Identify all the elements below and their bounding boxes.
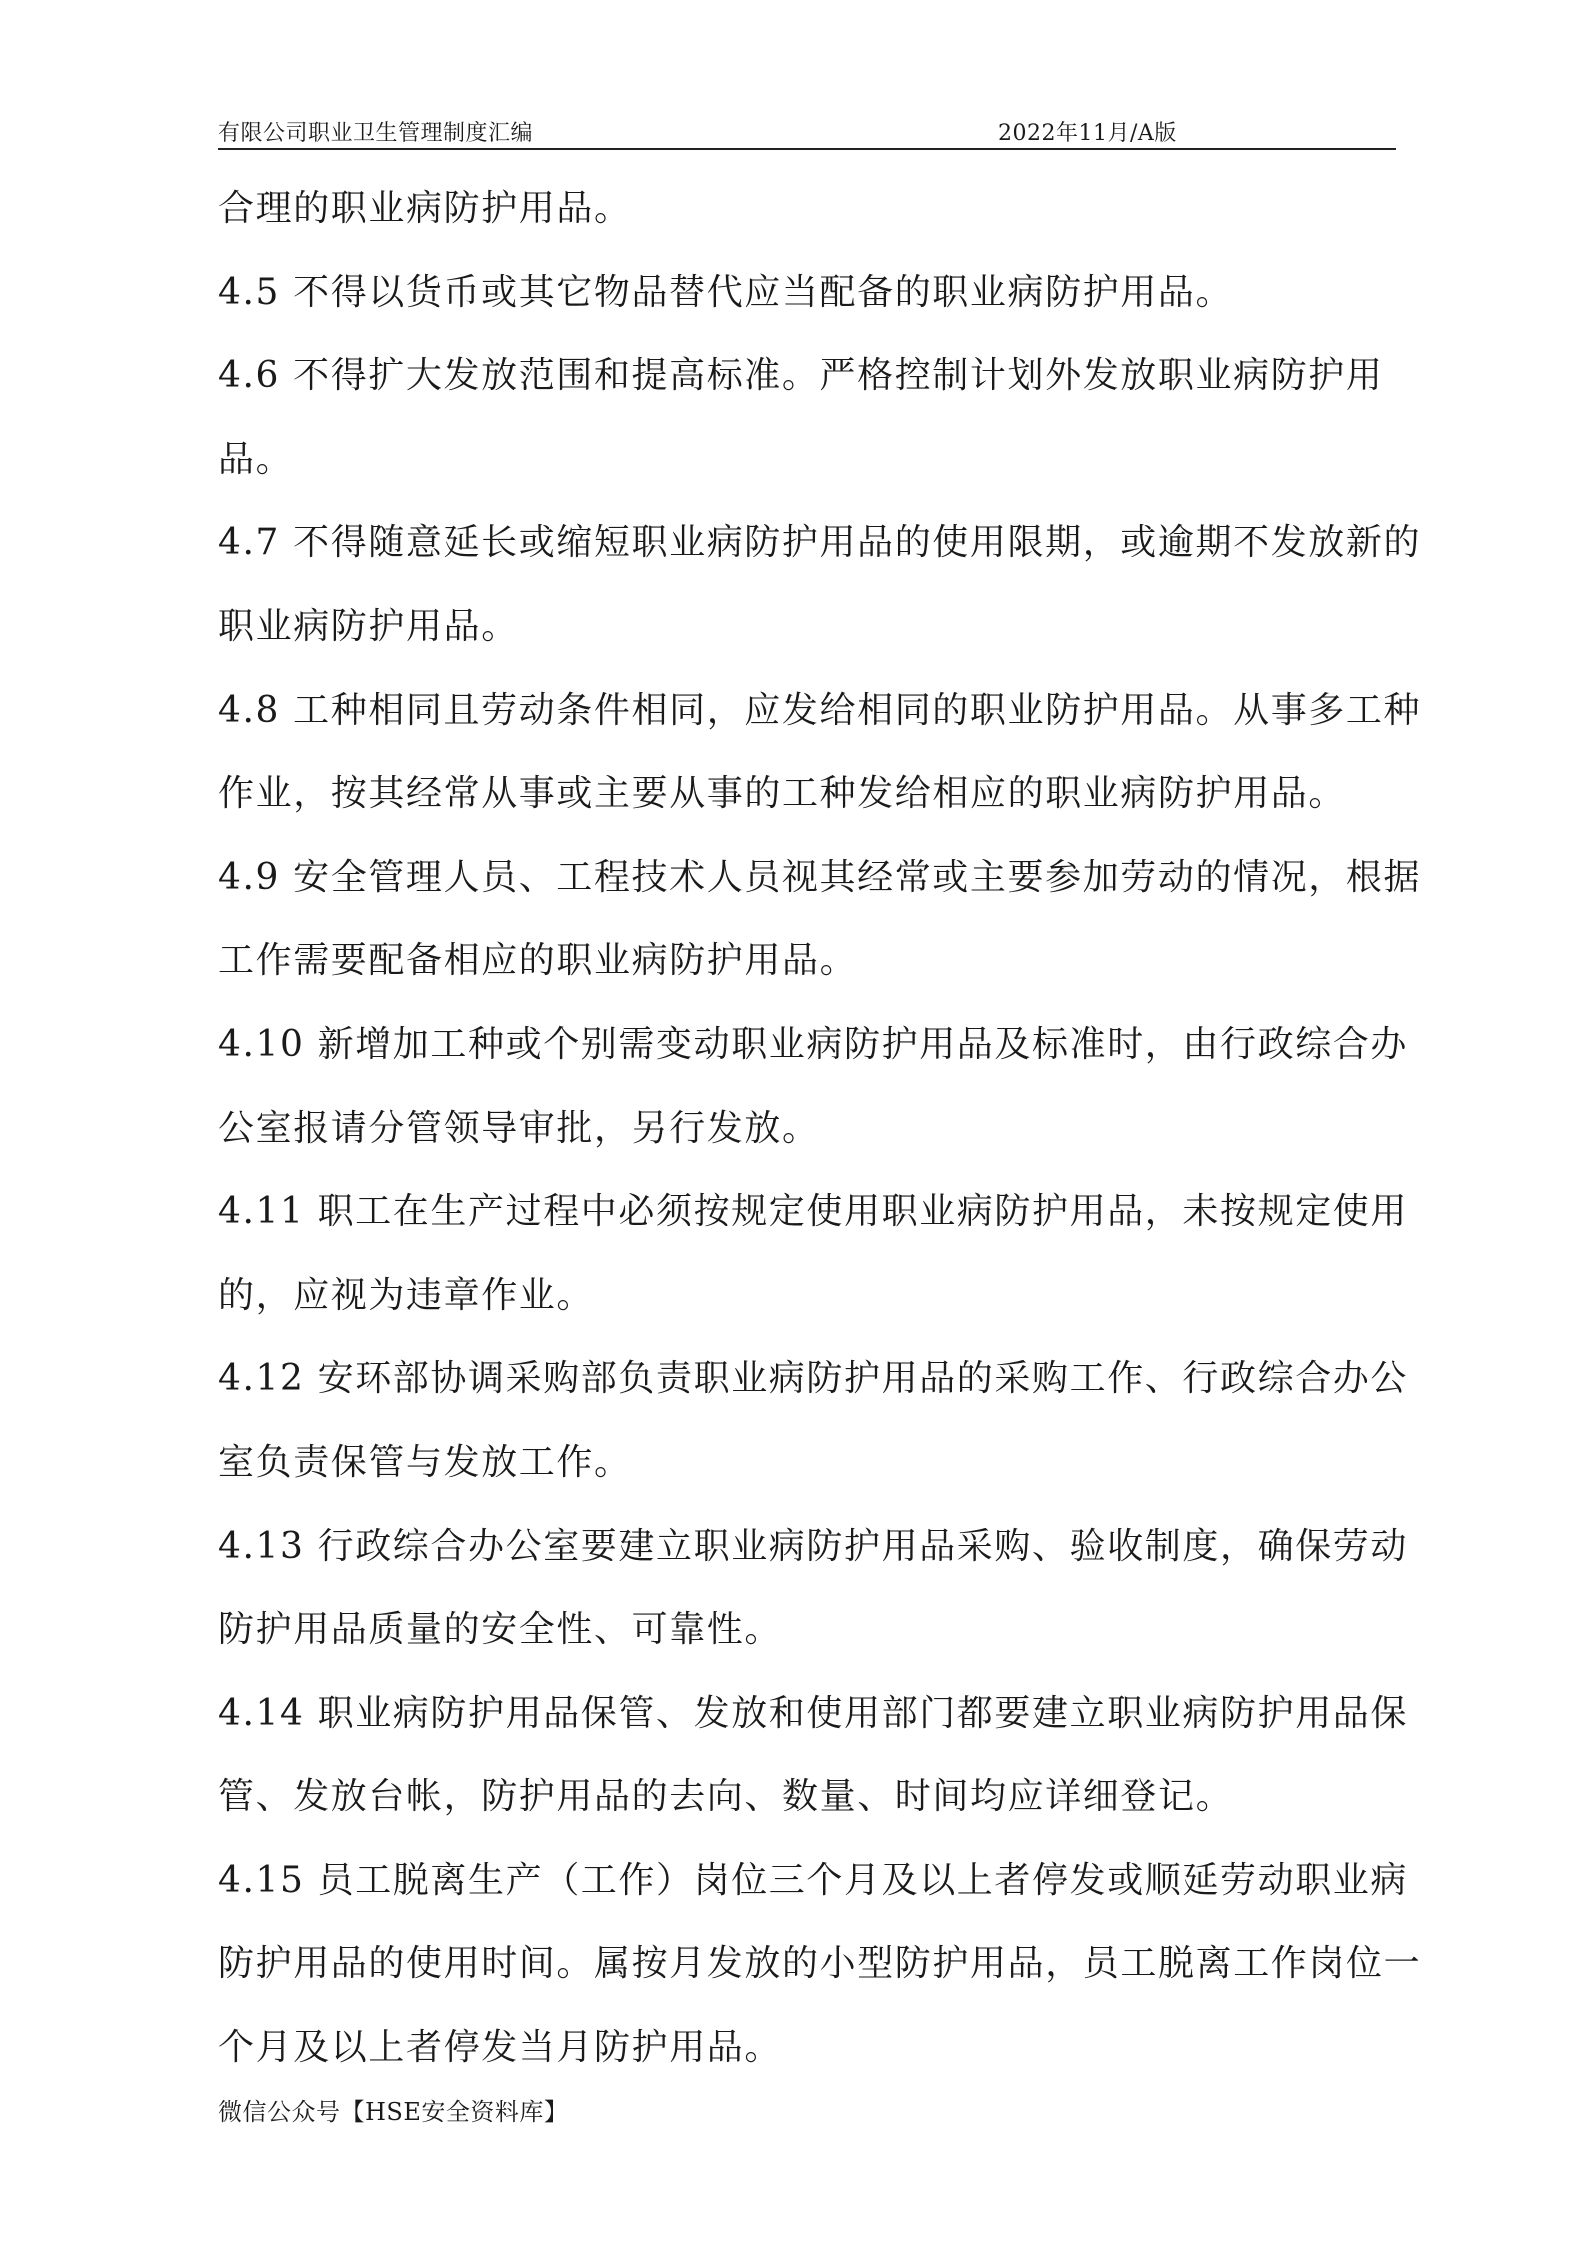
body-text	[218, 174, 1422, 2097]
text-line: 室负责保管与发放工作。	[218, 1441, 632, 1483]
text-line: 4.13 行政综合办公室要建立职业病防护用品采购、验收制度，确保劳动	[218, 1525, 1408, 1567]
text-line: 品。	[218, 438, 294, 480]
document-version: 2022年11月/A版	[998, 121, 1177, 146]
text-line: 防护用品的使用时间。属按月发放的小型防护用品，员工脱离工作岗位一	[218, 1943, 1422, 1985]
text-line: 4.12 安环部协调采购部负责职业病防护用品的采购工作、行政综合办公	[218, 1358, 1408, 1400]
text-line: 4.8 工种相同且劳动条件相同，应发给相同的职业防护用品。从事多工种	[218, 689, 1422, 731]
text-line: 工作需要配备相应的职业病防护用品。	[218, 940, 858, 982]
text-line: 的，应视为违章作业。	[218, 1274, 595, 1316]
text-line: 防护用品质量的安全性、可靠性。	[218, 1609, 783, 1651]
document-title: 有限公司职业卫生管理制度汇编	[218, 121, 534, 146]
text-line: 作业，按其经常从事或主要从事的工种发给相应的职业病防护用品。	[218, 773, 1347, 815]
page-header	[218, 110, 1396, 150]
text-line: 4.5 不得以货币或其它物品替代应当配备的职业病防护用品。	[218, 271, 1234, 313]
text-line: 合理的职业病防护用品。	[218, 188, 632, 229]
text-line: 管、发放台帐，防护用品的去向、数量、时间均应详细登记。	[218, 1776, 1234, 1818]
text-line: 4.7 不得随意延长或缩短职业病防护用品的使用限期，或逾期不发放新的	[218, 522, 1422, 564]
text-line: 公室报请分管领导审批，另行发放。	[218, 1107, 820, 1149]
text-line: 4.11 职工在生产过程中必须按规定使用职业病防护用品，未按规定使用	[218, 1191, 1408, 1233]
text-line: 4.14 职业病防护用品保管、发放和使用部门都要建立职业病防护用品保	[218, 1692, 1408, 1734]
text-line: 4.6 不得扩大发放范围和提高标准。严格控制计划外发放职业病防护用	[218, 355, 1384, 397]
page-footer: 微信公众号【HSE安全资料库】	[218, 2098, 569, 2126]
text-line: 4.15 员工脱离生产（工作）岗位三个月及以上者停发或顺延劳动职业病	[218, 1859, 1408, 1901]
text-line: 4.9 安全管理人员、工程技术人员视其经常或主要参加劳动的情况，根据	[218, 856, 1422, 898]
text-line: 职业病防护用品。	[218, 605, 519, 647]
text-line: 4.10 新增加工种或个别需变动职业病防护用品及标准时，由行政综合办	[218, 1023, 1408, 1065]
text-line: 个月及以上者停发当月防护用品。	[218, 2027, 783, 2069]
